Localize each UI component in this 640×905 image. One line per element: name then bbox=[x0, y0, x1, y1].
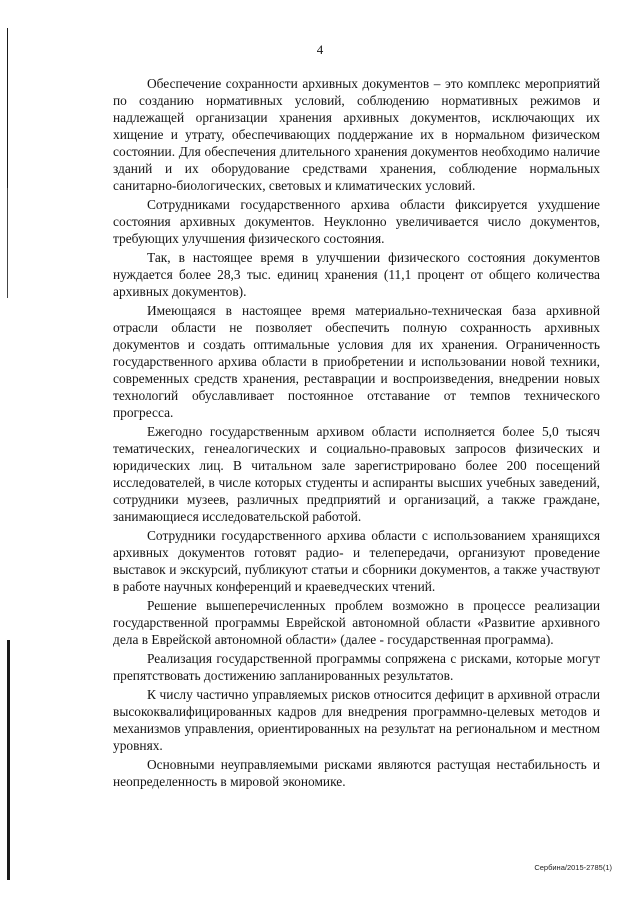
paragraph-document-condition: Сотрудниками государственного архива области фиксируется ухудшение состояния архивных документов. Неуклонно увеличивается число документов, требующих улучшения физического состояния. bbox=[113, 197, 600, 246]
paragraph-units-needing-repair: Так, в настоящее время в улучшении физического состояния документов нуждается более 28,3 тыс. единиц хранения (11,1 процент от общего количества архивных документов). bbox=[113, 250, 600, 299]
paragraph-managed-risks: К числу частично управляемых рисков относится дефицит в архивной отрасли высококвалифицированных кадров для внедрения программно-целевых методов и механизмов управления, ориентированных на результат на региональном и местном уровнях. bbox=[113, 687, 600, 753]
paragraph-annual-requests: Ежегодно государственным архивом области исполняется более 5,0 тысяч тематических, генеалогических и социально-правовых запросов физических и юридических лиц. В читальном зале зарегистрировано более 200 посещений исследователей, в числе которых студенты и аспиранты высших учебных заведений, сотрудники музеев, различных предприятий и организаций, а также граждане, занимающиеся исследовательской работой. bbox=[113, 424, 600, 524]
paragraph-material-base: Имеющаяся в настоящее время материально-техническая база архивной отрасли области не позволяет обеспечить полную сохранность архивных документов и создать оптимальные условия для их хранения. Ограниченность государственного архива области в приобретении и использовании новой техники, современных средств хранения, реставрации и воспроизведения, внедрении новых технологий обуславливает постоянное отставание от темпов технического прогресса. bbox=[113, 303, 600, 420]
paragraph-program-solution: Решение вышеперечисленных проблем возможно в процессе реализации государственной программы Еврейской автономной области «Развитие архивного дела в Еврейской автономной области» (далее - государственная программа). bbox=[113, 598, 600, 647]
scan-edge-mark-middle bbox=[7, 188, 8, 298]
paragraph-staff-activities: Сотрудники государственного архива области с использованием хранящихся архивных документов готовят радио- и телепередачи, организуют проведение выставок и экскурсий, публикуют статьи и сборники документов, а также участвуют в работе научных конференций и краеведческих чтений. bbox=[113, 528, 600, 594]
paragraph-program-risks: Реализация государственной программы сопряжена с рисками, которые могут препятствовать достижению запланированных результатов. bbox=[113, 651, 600, 683]
body-text bbox=[113, 75, 600, 792]
paragraph-preservation-definition: Обеспечение сохранности архивных документов – это комплекс мероприятий по созданию нормативных условий, соблюдению нормативных режимов и надлежащей организации хранения архивных документов, исключающих их хищение и утрату, обеспечивающих поддержание их в нормальном физическом состоянии. Для обеспечения длительного хранения документов необходимо наличие зданий и их оборудование средствами хранения, соблюдение нормальных санитарно-биологических, световых и климатических условий. bbox=[113, 76, 600, 193]
page-number: 4 bbox=[316, 42, 324, 57]
paragraph-unmanaged-risks: Основными неуправляемыми рисками являются растущая нестабильность и неопределенность в мировой экономике. bbox=[113, 757, 600, 789]
document-code: Сербина/2015-2785(1) bbox=[534, 863, 612, 872]
scan-edge-mark-bottom bbox=[7, 640, 10, 880]
